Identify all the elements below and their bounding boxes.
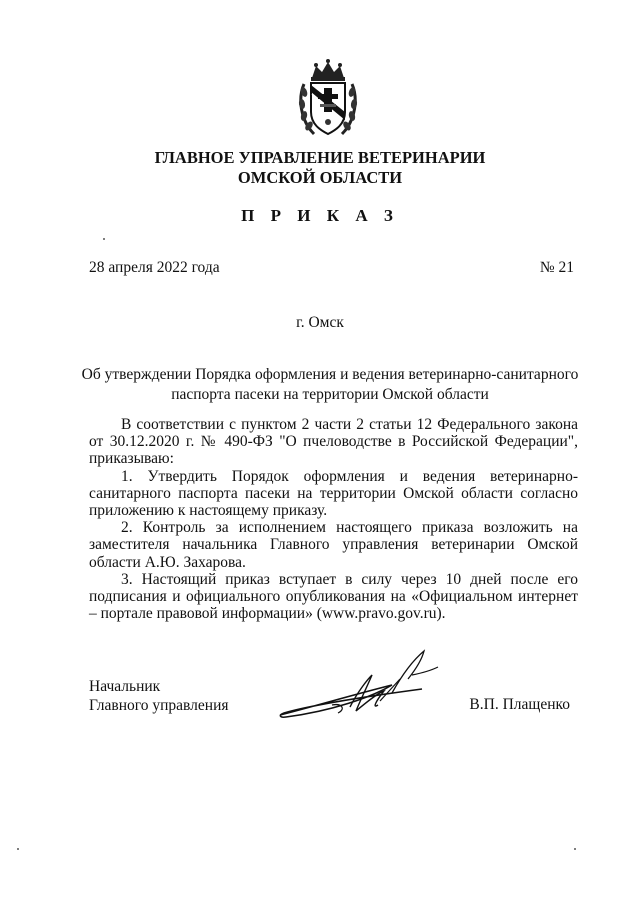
document-city: г. Омск bbox=[296, 314, 344, 331]
order-item-3: 3. Настоящий приказ вступает в силу через 10 дней после его подписания и официального опубликования на «Официальном интернет – портале правовой информации» (www.pravo.gov.ru). bbox=[89, 570, 578, 623]
signatory-position-line2: Главного управления bbox=[89, 697, 229, 714]
signatory-name: В.П. Плащенко bbox=[469, 696, 570, 713]
handwritten-signature-icon bbox=[272, 645, 452, 745]
document-date: 28 апреля 2022 года bbox=[89, 259, 220, 276]
organization-name-line1: ГЛАВНОЕ УПРАВЛЕНИЕ ВЕТЕРИНАРИИ bbox=[154, 148, 486, 167]
order-item-1: 1. Утвердить Порядок оформления и ведения ветеринарно-санитарного паспорта пасеки на территории Омской области согласно приложению к настоящему приказу. bbox=[89, 467, 578, 520]
order-item-2: 2. Контроль за исполнением настоящего приказа возложить на заместителя начальника Главного управления ветеринарии Омской области А.Ю. Захарова. bbox=[89, 519, 578, 571]
organization-name-line2: ОМСКОЙ ОБЛАСТИ bbox=[237, 168, 403, 187]
scan-speck bbox=[574, 848, 576, 850]
coat-of-arms-icon bbox=[298, 58, 358, 140]
preamble-paragraph: В соответствии с пунктом 2 части 2 статьи 12 Федерального закона от 30.12.2020 г. № 490-ФЗ "О пчеловодстве в Российской Федерации", приказываю: bbox=[89, 416, 578, 468]
signatory-position bbox=[89, 677, 229, 715]
document-type-title: П Р И К А З bbox=[241, 206, 399, 225]
subject-line1: Об утверждении Порядка оформления и ведения ветеринарно-санитарного bbox=[81, 366, 579, 383]
document-body bbox=[89, 416, 578, 622]
document-subject bbox=[80, 365, 580, 405]
scan-speck bbox=[103, 238, 105, 240]
signatory-position-line1: Начальник bbox=[89, 678, 161, 695]
subject-line2: паспорта пасеки на территории Омской области bbox=[171, 386, 489, 403]
document-number: № 21 bbox=[539, 259, 574, 276]
scan-speck bbox=[17, 848, 19, 850]
